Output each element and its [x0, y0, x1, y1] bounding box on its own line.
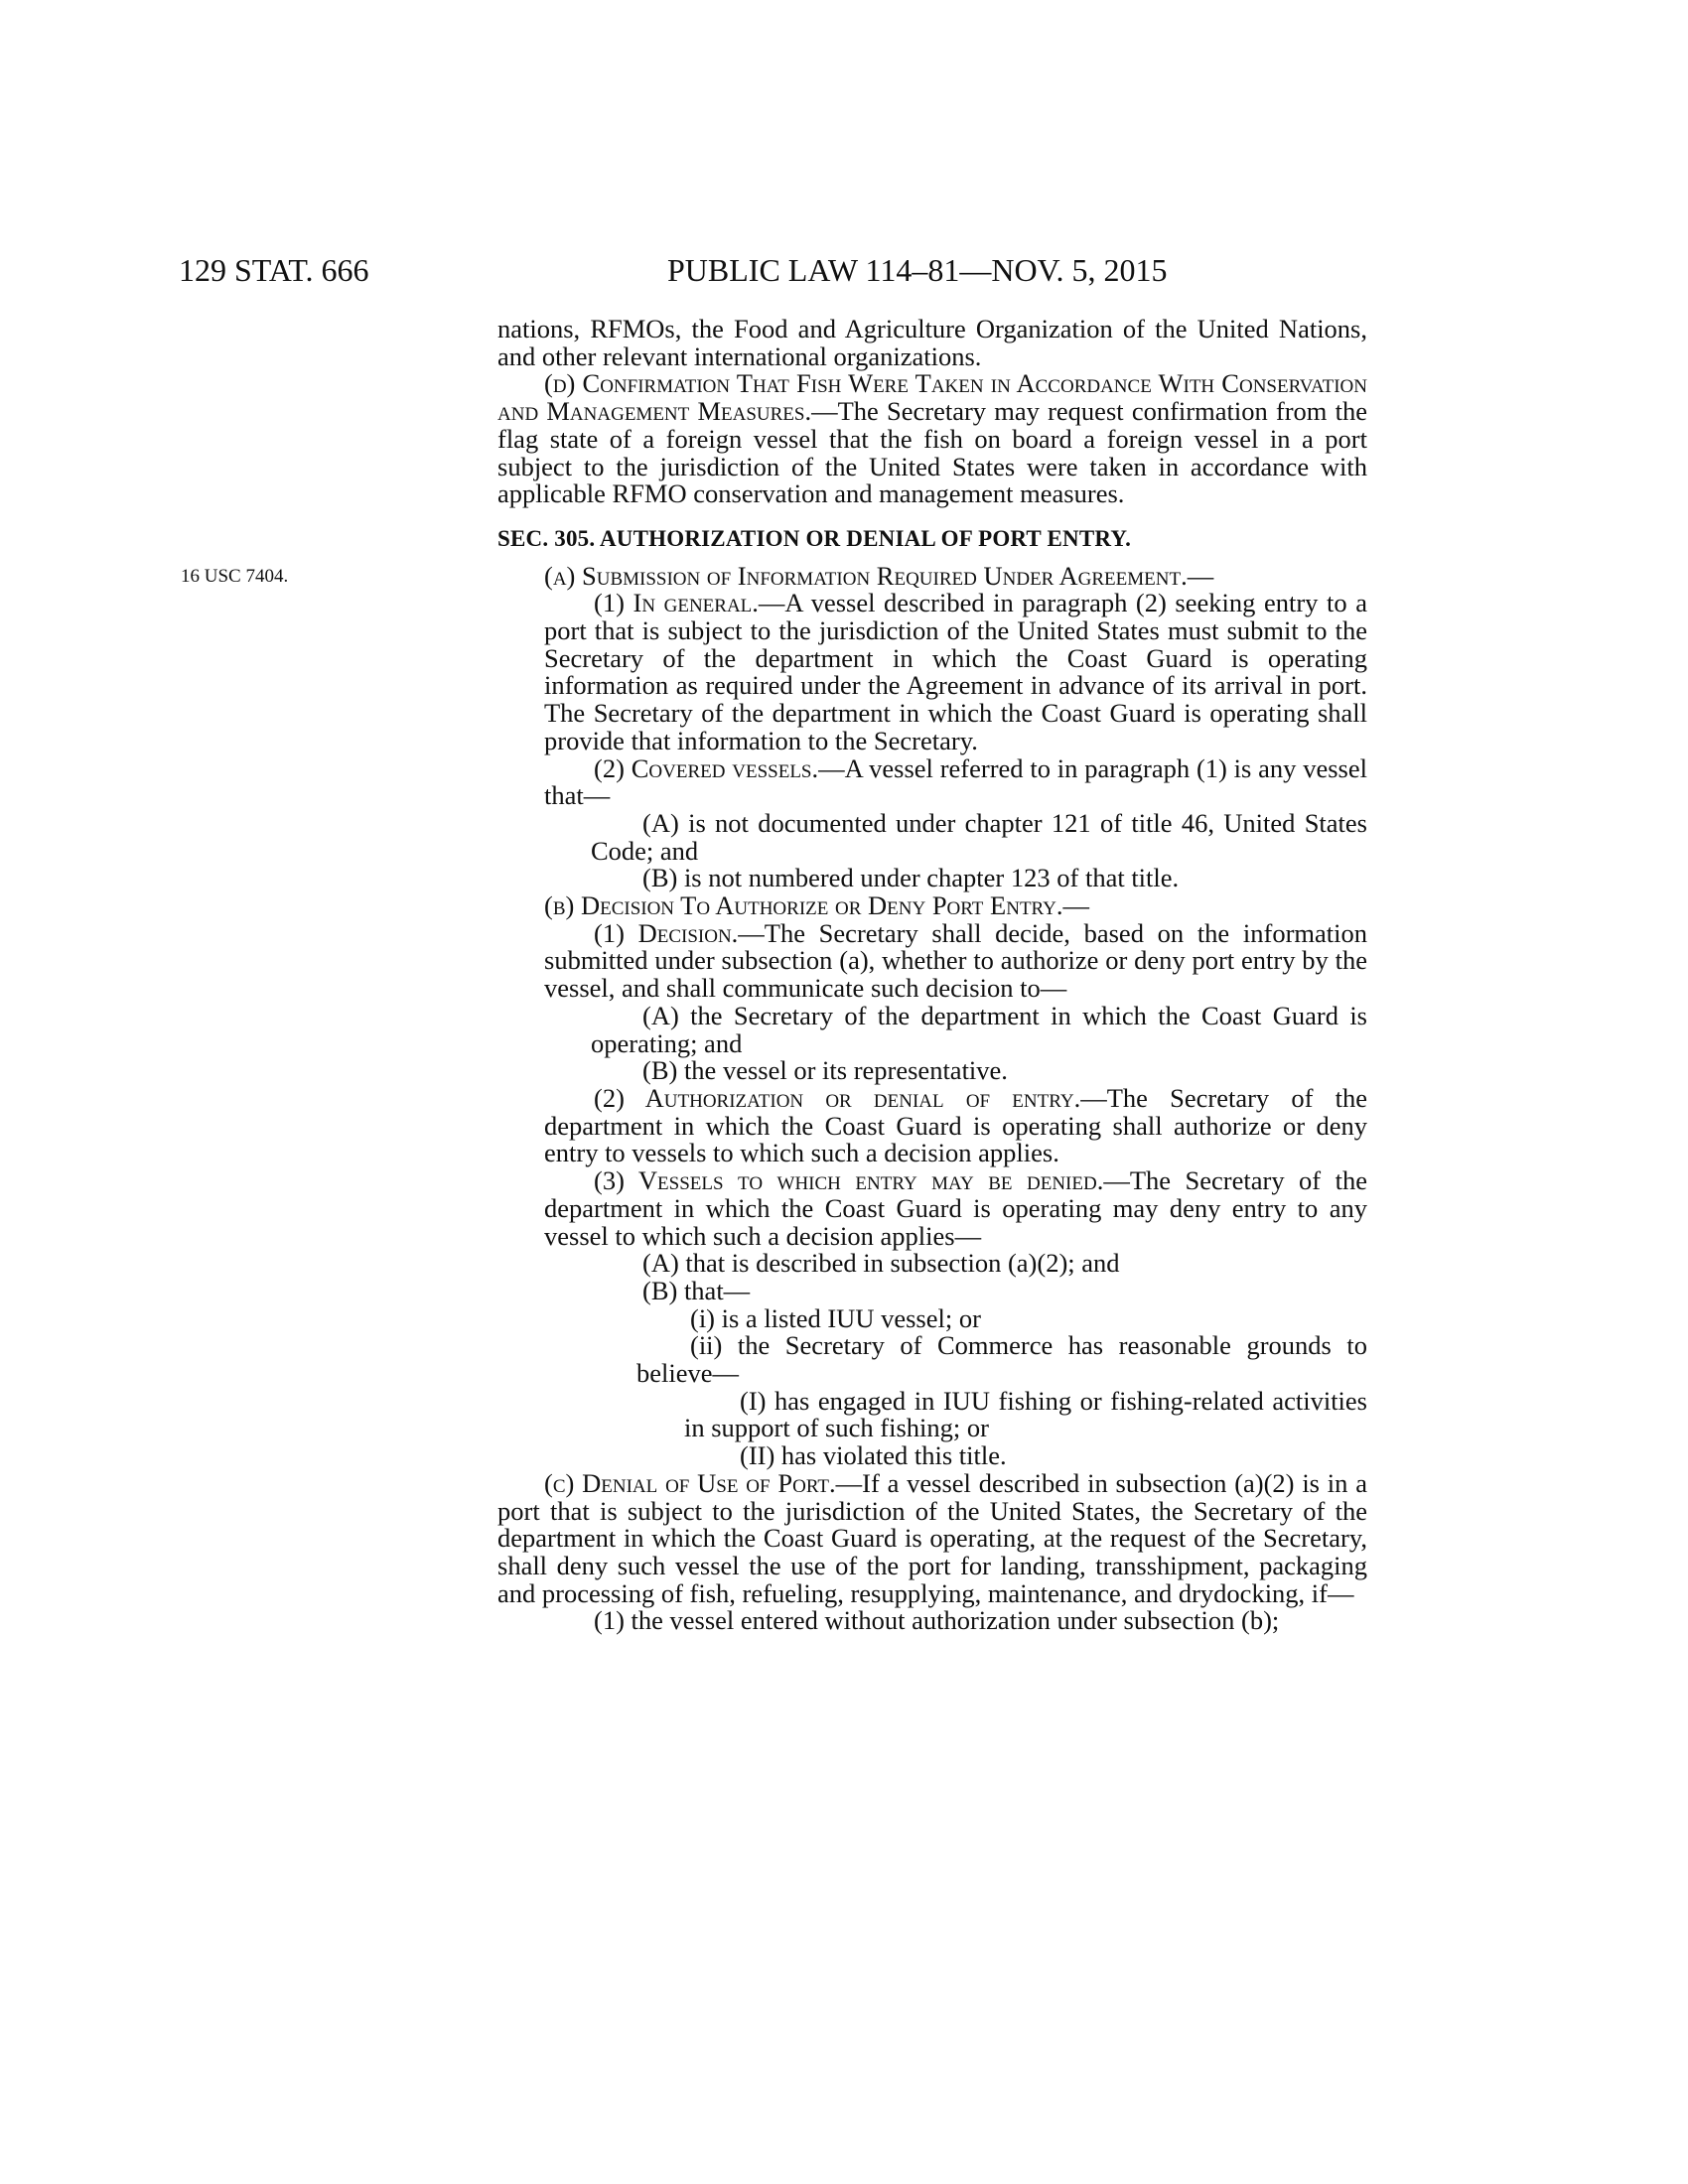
subparagraph-b1B: (B) the vessel or its representative.: [642, 1055, 1008, 1086]
paragraph-b2: [497, 1082, 1368, 1168]
paragraph-b3: [497, 1167, 1367, 1250]
paragraph-b3-heading: (3) Vessels to which entry may be denied.: [594, 1165, 1104, 1196]
paragraph-b2-heading: (2) Authorization or denial of entry.: [594, 1082, 1081, 1113]
paragraph-c1: (1) the vessel entered without authorization under subsection (b);: [594, 1605, 1280, 1636]
paragraph-b1-heading: (1) Decision.: [594, 917, 739, 948]
subsection-d: [497, 370, 1367, 508]
paragraph-b2-text: —The Secretary of the department in which the Coast Guard is operating shall authorize or deny entry to vessels to which such a decision applies.: [544, 1082, 1368, 1168]
subparagraph-b3A: (A) that is described in subsection (a)(2); and: [642, 1248, 1120, 1279]
paragraph-b1: [497, 917, 1367, 1004]
document-body: [497, 316, 1367, 1635]
clause-b3Bi: (i) is a listed IUU vessel; or: [690, 1302, 981, 1333]
subsection-b-title: (b) Decision To Authorize or Deny Port Entry.—: [544, 890, 1090, 921]
subsection-c-heading: (c) Denial of Use of Port.: [544, 1467, 836, 1498]
section-heading: SEC. 305. AUTHORIZATION OR DENIAL OF PORT ENTRY.: [497, 525, 1132, 551]
public-law-title: PUBLIC LAW 114–81—NOV. 5, 2015: [667, 252, 1168, 288]
subparagraph-b1A: (A) the Secretary of the department in which the Coast Guard is operating; and: [591, 1000, 1367, 1058]
margin-citation: 16 USC 7404.: [181, 566, 289, 587]
clause-b3Bii: (ii) the Secretary of Commerce has reasonable grounds to believe—: [636, 1330, 1367, 1389]
subparagraph-a2B: (B) is not numbered under chapter 123 of that title.: [642, 863, 1180, 893]
subsection-a-heading: [497, 560, 1367, 591]
paragraph-b3-text: —The Secretary of the department in which the Coast Guard is operating may deny entry to any vessel to which such a decision applies—: [544, 1165, 1367, 1251]
paragraph-continuation: nations, RFMOs, the Food and Agriculture Organization of the United Nations, and other relevant international organizations.: [497, 314, 1367, 371]
subparagraph-a2A: (A) is not documented under chapter 121 of title 46, United States Code; and: [591, 807, 1367, 866]
subsection-c: [497, 1467, 1367, 1608]
paragraph-b1-text: —The Secretary shall decide, based on the information submitted under subsection (a), whether to authorize or deny port entry by the vessel, and shall communicate such decision to—: [544, 917, 1367, 1004]
paragraph-a1-heading: (1) In general.: [594, 588, 759, 618]
paragraph-a2: [497, 752, 1367, 811]
page-header: [179, 248, 1370, 292]
paragraph-a2-heading: (2) Covered vessels.: [594, 752, 819, 783]
paragraph-a1-text: —A vessel described in paragraph (2) seeking entry to a port that is subject to the jurisdiction of the United States must submit to the Secretary of the department in which the Coast Guard is operating information as required under the Agreement in advance of its arrival in port. The Secretary of the department in which the Coast Guard is operating shall provide that information to the Secretary.: [544, 588, 1367, 755]
subclause-b3BiiI: (I) has engaged in IUU fishing or fishing-related activities in support of such fishing; or: [684, 1385, 1367, 1443]
subsection-d-text: —The Secretary may request confirmation from the flag state of a foreign vessel that the fish on board a foreign vessel in a port subject to the jurisdiction of the United States were taken in accordance with applicable RFMO conservation and management measures.: [497, 396, 1367, 509]
subsection-a-title: (a) Submission of Information Required Under Agreement.—: [544, 560, 1214, 591]
subparagraph-b3B: (B) that—: [642, 1275, 751, 1305]
paragraph-a1: [497, 590, 1367, 754]
statute-page-number: 129 STAT. 666: [179, 252, 369, 288]
subclause-b3BiiII: (II) has violated this title.: [740, 1440, 1007, 1471]
subsection-c-text: —If a vessel described in subsection (a)(2) is in a port that is subject to the jurisdiction of the United States, the Secretary of the department in which the Coast Guard is operating, at the request of the Secretary, shall deny such vessel the use of the port for landing, transshipment, packaging and processing of fish, refueling, resupplying, maintenance, and drydocking, if—: [497, 1467, 1367, 1608]
subsection-d-heading: (d) Confirmation That Fish Were Taken in Accordance With Conservation and Management Measures.: [497, 368, 1367, 427]
subsection-b-heading: [497, 892, 1367, 920]
paragraph-a2-text: —A vessel referred to in paragraph (1) is any vessel that—: [544, 752, 1367, 811]
